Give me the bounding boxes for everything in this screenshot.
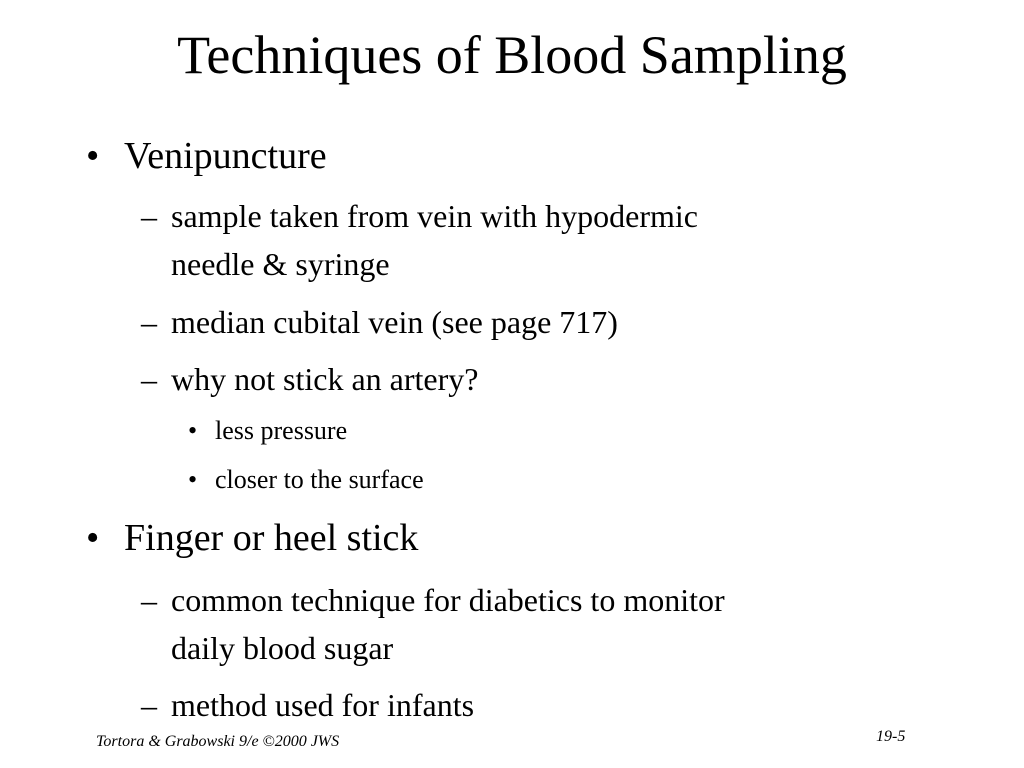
subsubbullet-less-pressure <box>188 416 347 446</box>
bullet-marker: • <box>86 135 100 177</box>
subbullet-line: needle & syringe <box>171 246 390 282</box>
dash-marker: – <box>141 582 157 618</box>
slide-number: 19-5 <box>876 728 906 745</box>
bullet-marker: • <box>188 416 198 445</box>
subbullet-line: common technique for diabetics to monitor <box>171 582 725 618</box>
dash-marker: – <box>141 198 157 234</box>
subbullet-common-technique <box>141 576 725 672</box>
bullet-text: Finger or heel stick <box>124 517 419 559</box>
subbullet-line: daily blood sugar <box>171 630 394 666</box>
bullet-finger-heel-stick <box>86 515 418 561</box>
bullet-text: Venipuncture <box>124 135 327 177</box>
bullet-venipuncture <box>86 133 327 179</box>
dash-marker: – <box>141 687 157 723</box>
subbullet-line: method used for infants <box>171 687 475 723</box>
subbullet-line: median cubital vein (see page 717) <box>171 304 618 340</box>
subbullet-line: sample taken from vein with hypodermic <box>171 198 698 234</box>
subbullet-median-cubital <box>141 298 618 346</box>
dash-marker: – <box>141 361 157 397</box>
bullet-marker: • <box>188 465 198 494</box>
subbullet-sample-taken <box>141 192 698 288</box>
subsubbullet-closer-surface <box>188 465 424 495</box>
subbullet-method-infants <box>141 681 474 729</box>
subbullet-line: why not stick an artery? <box>171 361 479 397</box>
dash-marker: – <box>141 304 157 340</box>
subsubbullet-text: less pressure <box>215 416 348 445</box>
slide-title: Techniques of Blood Sampling <box>177 25 847 85</box>
subsubbullet-text: closer to the surface <box>215 465 424 494</box>
bullet-marker: • <box>86 517 100 559</box>
subbullet-why-not-artery <box>141 355 478 403</box>
footer-credit: Tortora & Grabowski 9/e ©2000 JWS <box>96 733 340 750</box>
